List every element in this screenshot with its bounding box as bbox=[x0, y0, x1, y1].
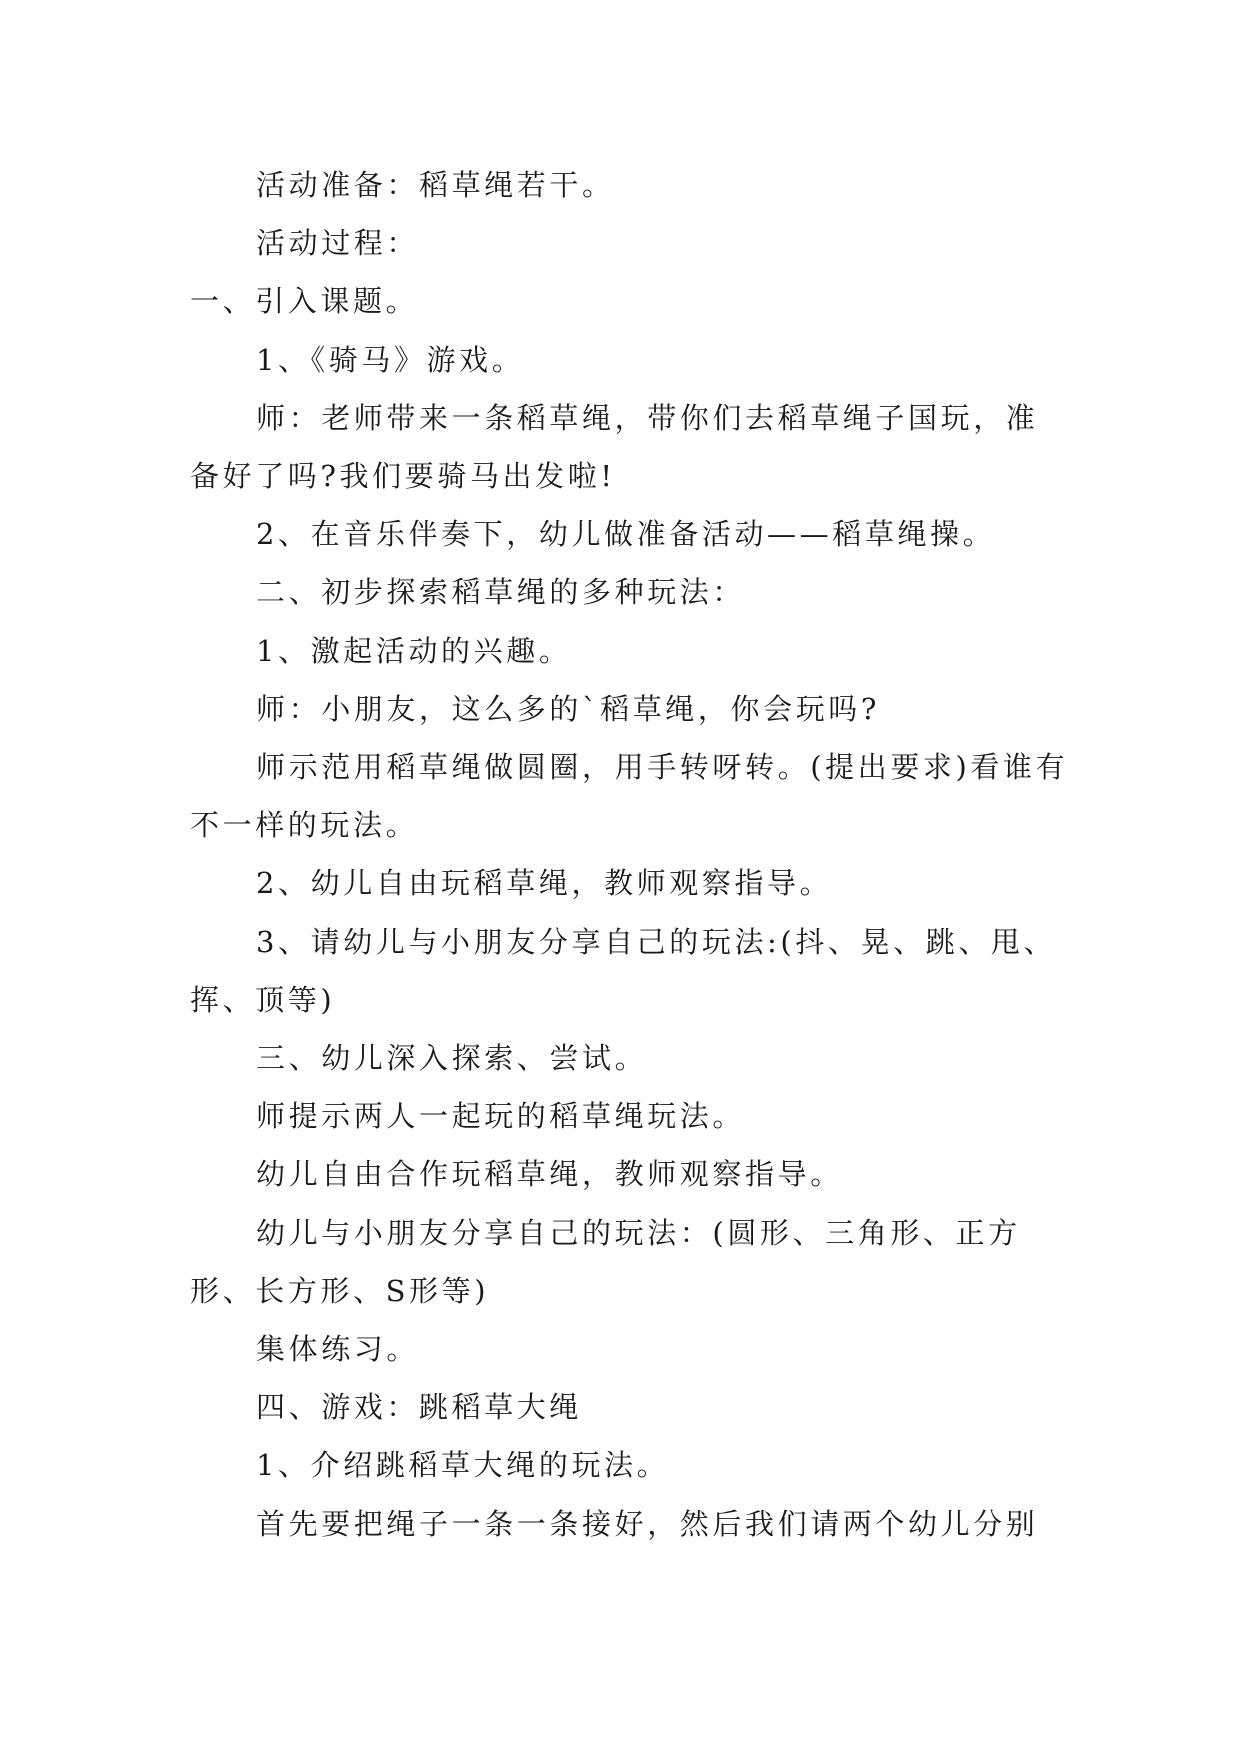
section-heading: 一、引入课题。 bbox=[190, 284, 419, 319]
paragraph: 1、激起活动的兴趣。 bbox=[256, 633, 572, 668]
paragraph: 1、《骑马》游戏。 bbox=[256, 342, 525, 377]
document-body bbox=[190, 156, 1070, 1553]
paragraph: 首先要把绳子一条一条接好，然后我们请两个幼儿分别 bbox=[256, 1506, 1039, 1541]
paragraph: 2、在音乐伴奏下，幼儿做准备活动——稻草绳操。 bbox=[256, 517, 996, 552]
paragraph: 幼儿与小朋友分享自己的玩法：(圆形、三角形、正方形、长方形、S形等) bbox=[190, 1215, 1021, 1308]
paragraph: 师提示两人一起玩的稻草绳玩法。 bbox=[256, 1099, 746, 1134]
section-heading: 四、游戏：跳稻草大绳 bbox=[256, 1390, 583, 1425]
paragraph: 2、幼儿自由玩稻草绳，教师观察指导。 bbox=[256, 866, 833, 901]
paragraph: 1、介绍跳稻草大绳的玩法。 bbox=[256, 1448, 670, 1483]
paragraph: 活动准备：稻草绳若干。 bbox=[256, 168, 615, 202]
section-heading: 三、幼儿深入探索、尝试。 bbox=[256, 1041, 648, 1076]
paragraph: 师示范用稻草绳做圆圈，用手转呀转。(提出要求)看谁有不一样的玩法。 bbox=[190, 750, 1069, 843]
section-heading: 二、初步探索稻草绳的多种玩法： bbox=[256, 575, 746, 610]
paragraph: 3、请幼儿与小朋友分享自己的玩法:(抖、晃、跳、甩、挥、顶等) bbox=[190, 924, 1057, 1017]
paragraph: 师：小朋友，这么多的`稻草绳，你会玩吗? bbox=[256, 691, 881, 726]
paragraph: 集体练习。 bbox=[256, 1332, 420, 1367]
paragraph: 幼儿自由合作玩稻草绳，教师观察指导。 bbox=[256, 1157, 843, 1192]
paragraph: 活动过程： bbox=[256, 226, 420, 261]
paragraph: 师：老师带来一条稻草绳，带你们去稻草绳子国玩，准备好了吗?我们要骑马出发啦! bbox=[190, 400, 1039, 494]
